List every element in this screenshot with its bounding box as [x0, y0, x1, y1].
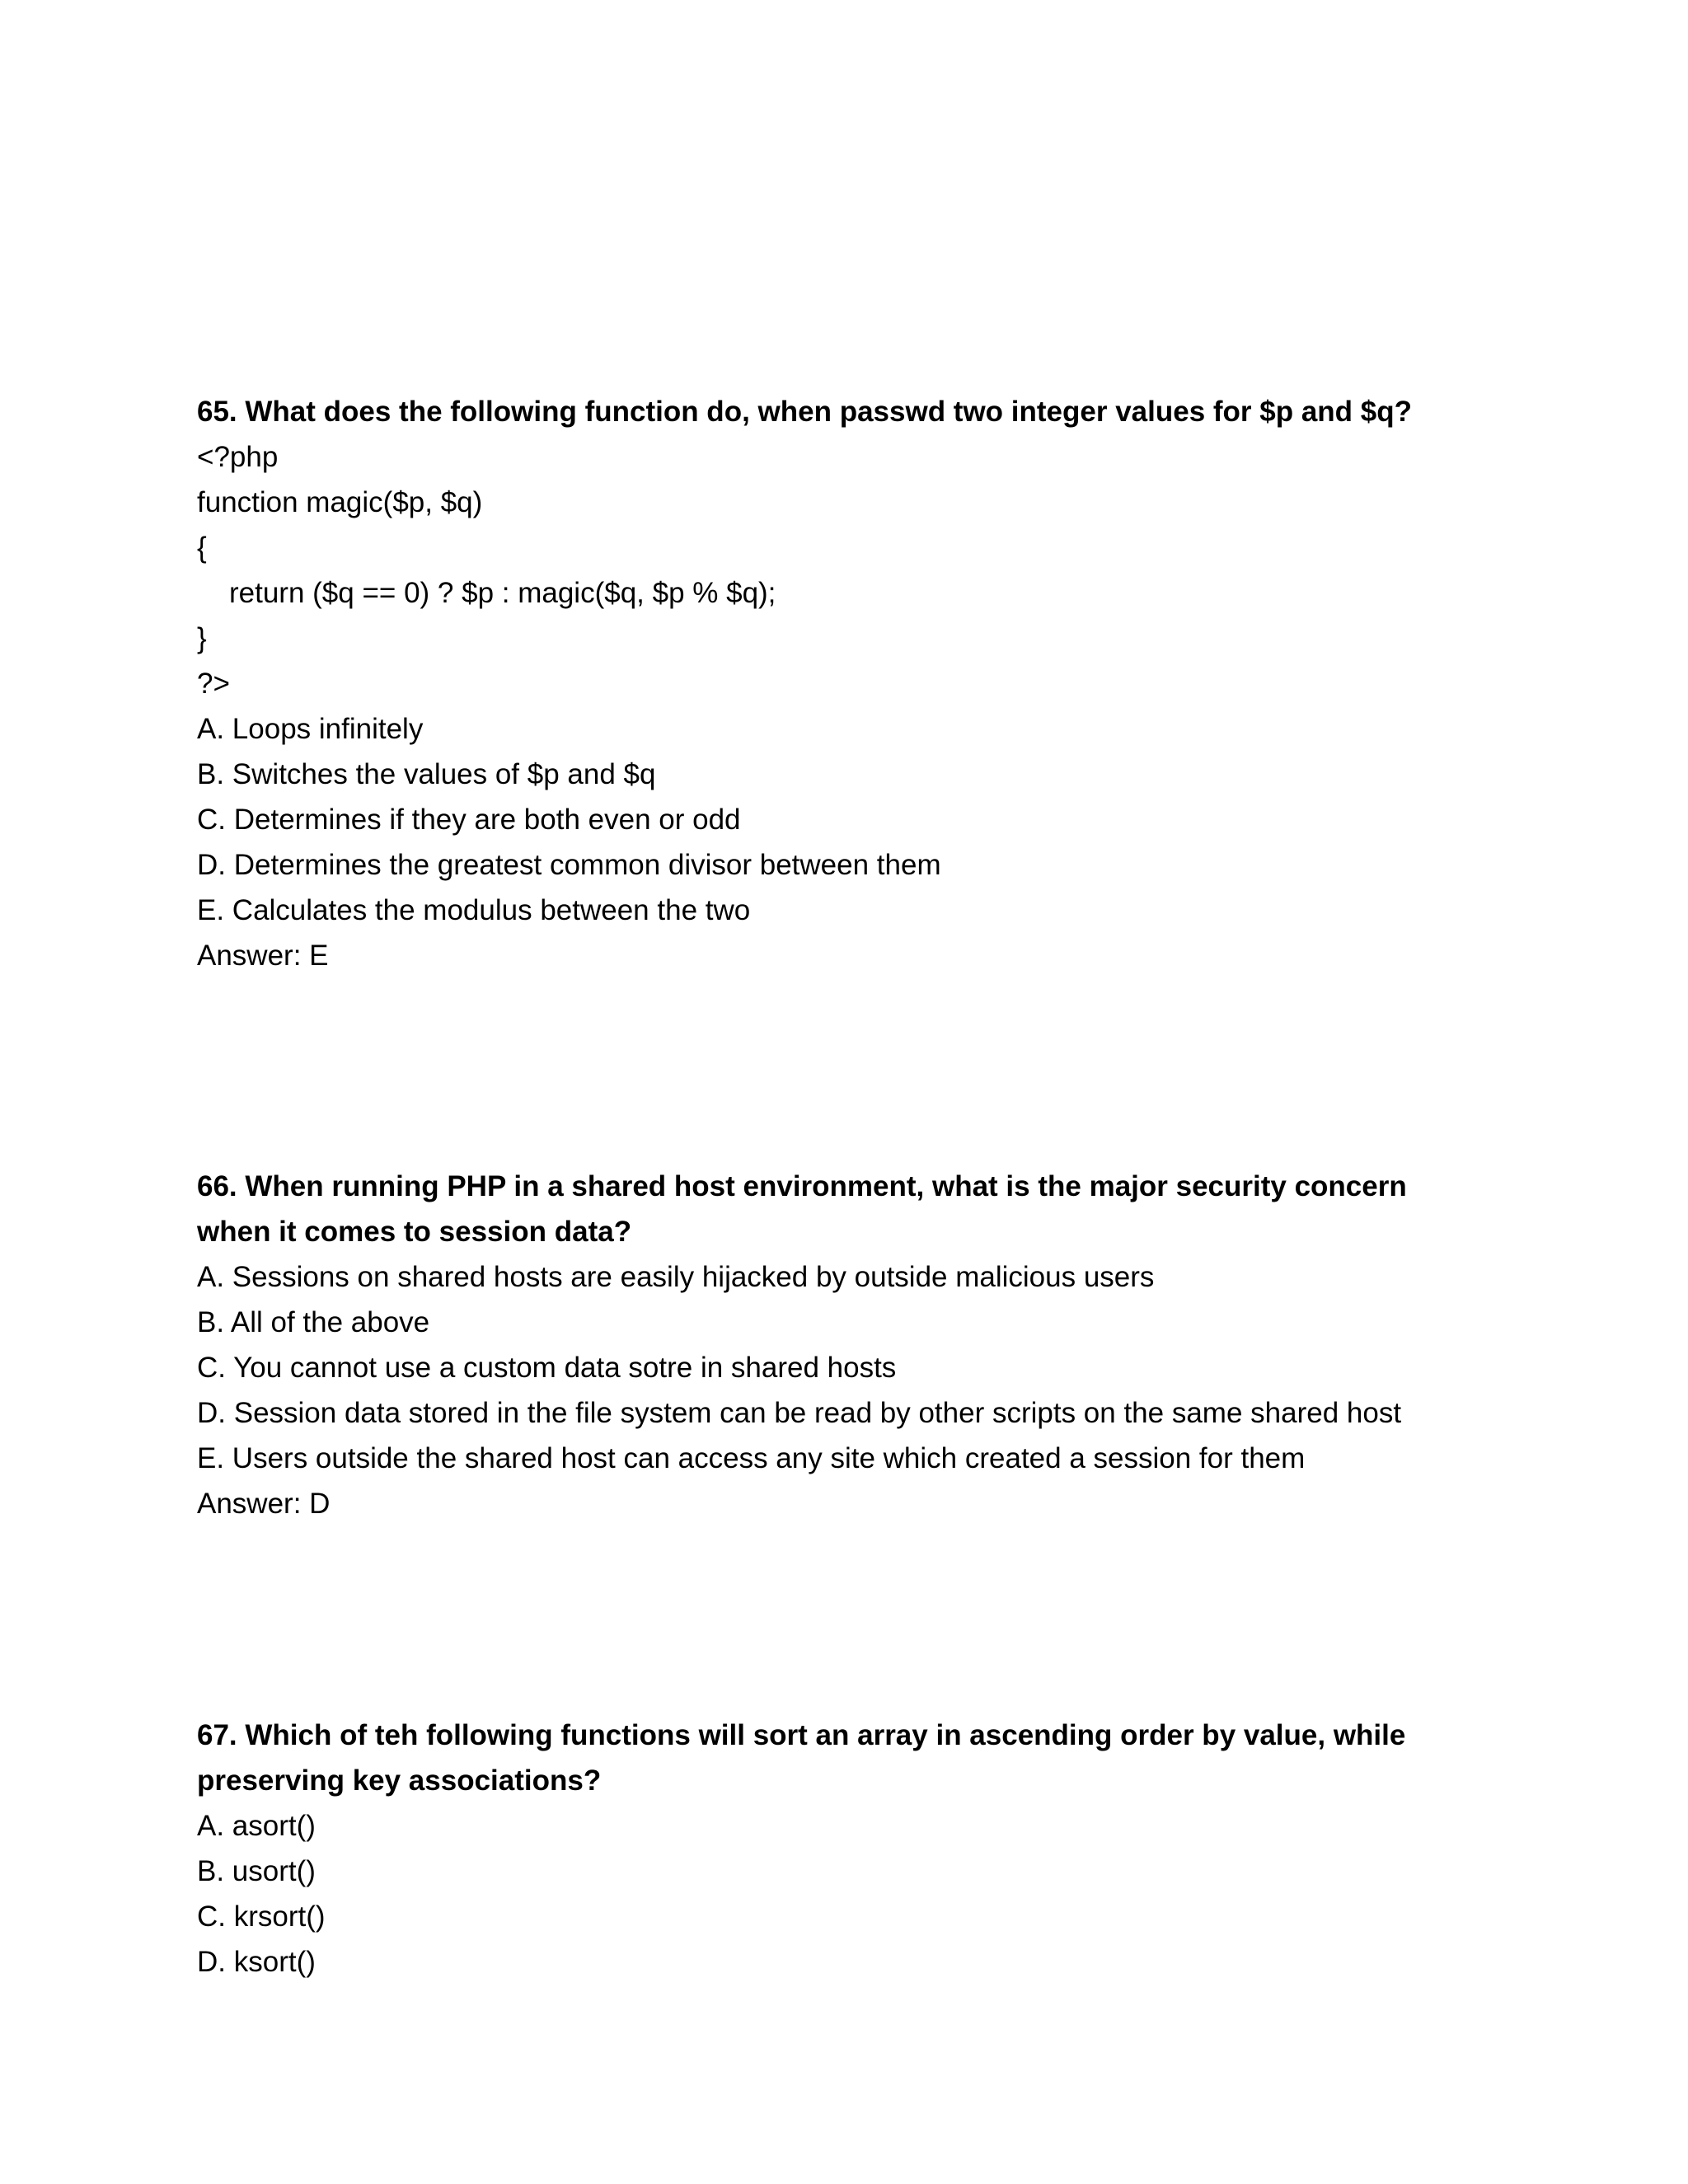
- option-a: A. Loops infinitely: [197, 713, 424, 745]
- option-e: E. Calculates the modulus between the two: [197, 894, 751, 926]
- answer: Answer: D: [197, 1488, 331, 1520]
- option-b: B. All of the above: [197, 1306, 430, 1338]
- code-line: <?php: [197, 441, 279, 473]
- option-c: C. Determines if they are both even or odd: [197, 804, 741, 836]
- option-c: C. krsort(): [197, 1900, 326, 1933]
- option-b: B. Switches the values of $p and $q: [197, 758, 656, 790]
- code-line: ?>: [197, 668, 230, 700]
- question-title-line: 67. Which of teh following functions will sort an array in ascending order by value, while: [197, 1719, 1406, 1751]
- question-67: [197, 1713, 1450, 1985]
- question-title-line: when it comes to session data?: [197, 1216, 632, 1248]
- answer: Answer: E: [197, 940, 329, 972]
- option-d: D. Session data stored in the file system can be read by other scripts on the same shared host: [197, 1397, 1402, 1429]
- question-65: [197, 389, 1450, 978]
- option-d: D. Determines the greatest common divisor between them: [197, 849, 941, 881]
- option-d: D. ksort(): [197, 1946, 316, 1978]
- option-a: A. Sessions on shared hosts are easily hijacked by outside malicious users: [197, 1261, 1155, 1293]
- question-title-line: 66. When running PHP in a shared host environment, what is the major security concern: [197, 1170, 1407, 1202]
- option-c: C. You cannot use a custom data sotre in shared hosts: [197, 1352, 897, 1384]
- code-line: {: [197, 532, 207, 564]
- code-line: }: [197, 622, 207, 654]
- question-title-line: preserving key associations?: [197, 1765, 602, 1797]
- code-line: return ($q == 0) ? $p : magic($q, $p % $q);: [229, 577, 776, 609]
- code-line: function magic($p, $q): [197, 486, 483, 518]
- option-e: E. Users outside the shared host can access any site which created a session for them: [197, 1442, 1306, 1474]
- option-a: A. asort(): [197, 1810, 316, 1842]
- option-b: B. usort(): [197, 1855, 316, 1887]
- question-title: 65. What does the following function do, when passwd two integer values for $p and $q?: [197, 396, 1412, 428]
- question-66: [197, 1164, 1450, 1526]
